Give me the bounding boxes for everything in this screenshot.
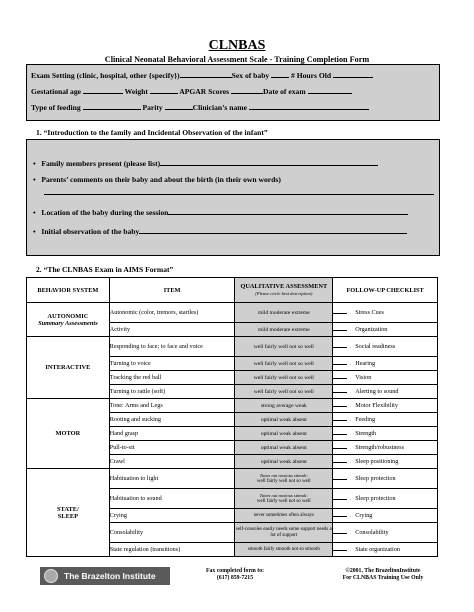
apgar-label: APGAR Scores: [179, 87, 230, 96]
qual-choice[interactable]: mild moderate extreme: [235, 303, 333, 323]
item-cell: Crawl: [109, 455, 235, 469]
followup-label: Stress Cues: [355, 309, 384, 316]
bullet-icon: •: [33, 159, 36, 168]
check-blank[interactable]: [333, 448, 347, 449]
date-field[interactable]: [308, 86, 352, 94]
bullet-icon: •: [33, 175, 36, 184]
table-row: [27, 399, 438, 413]
qual-text: smooth fairly smooth not so smooth: [247, 546, 320, 552]
qual-choice[interactable]: [235, 469, 333, 489]
info-row-2: [31, 86, 352, 96]
qual-choice[interactable]: optimal weak absent: [235, 441, 333, 455]
qual-choice[interactable]: mild moderate extreme: [235, 323, 333, 337]
parents-comments-row: [33, 175, 281, 184]
qual-choice[interactable]: optimal weak absent: [235, 427, 333, 441]
qual-choice[interactable]: optimal weak absent: [235, 413, 333, 427]
followup-item[interactable]: [333, 303, 438, 323]
qual-choice[interactable]: [235, 543, 333, 557]
qual-text: well fairly well not so well: [256, 478, 311, 484]
followup-label: Sleep protection: [355, 495, 396, 502]
followup-item[interactable]: [333, 357, 438, 371]
date-label: Date of exam: [263, 87, 306, 96]
system-state-sleep: [27, 469, 110, 557]
qual-text: self-consoles easily needs some support needs a lot of support: [235, 526, 332, 538]
followup-item[interactable]: [333, 371, 438, 385]
gestational-age-field[interactable]: [83, 86, 123, 94]
system-autonomic: [27, 303, 110, 337]
brazelton-logo: [40, 567, 170, 585]
followup-item[interactable]: [333, 413, 438, 427]
item-cell: State regulation (transitions): [109, 543, 235, 557]
check-blank[interactable]: [333, 364, 347, 365]
info-row-3: [31, 102, 369, 112]
followup-label: State organization: [355, 546, 400, 553]
exam-setting-field[interactable]: [180, 70, 232, 78]
feeding-field[interactable]: [83, 102, 141, 110]
system-sleep-name: SLEEP: [57, 512, 78, 520]
table-row: [27, 469, 438, 489]
followup-label: Sleep protection: [355, 475, 396, 482]
family-members-field[interactable]: [160, 158, 378, 166]
followup-label: Social readiness: [355, 343, 396, 350]
clinician-label: Clinician’s name: [192, 103, 247, 112]
qual-text: well fairly well not so well: [256, 498, 311, 504]
followup-item[interactable]: [333, 323, 438, 337]
initial-observation-label: Initial observation of the baby: [41, 227, 140, 236]
followup-label: Crying: [355, 512, 373, 519]
family-members-label: Family members present (please list): [41, 159, 161, 168]
observation-box: [26, 139, 440, 256]
check-blank[interactable]: [333, 378, 347, 379]
copyright-info: [318, 568, 448, 582]
table-row: [27, 337, 438, 357]
qual-header-note: (Please circle best description): [255, 291, 313, 296]
check-blank[interactable]: [333, 516, 347, 517]
check-blank[interactable]: [333, 550, 347, 551]
qual-choice[interactable]: [235, 523, 333, 543]
check-blank[interactable]: [333, 462, 347, 463]
check-blank[interactable]: [333, 434, 347, 435]
parents-comments-label: Parents’ comments on their baby and about the birth (in their own words): [41, 175, 281, 184]
exam-setting-label: Exam Setting (clinic, hospital, other {specify}): [31, 71, 180, 80]
item-cell: Responding to face; to face and voice: [109, 337, 235, 357]
qual-choice[interactable]: well fairly well not so well: [235, 337, 333, 357]
followup-item[interactable]: [333, 489, 438, 509]
initial-observation-field[interactable]: [139, 226, 407, 234]
qual-choice[interactable]: well fairly well not so well: [235, 357, 333, 371]
section-2-heading: 2. “The CLNBAS Exam in AIMS Format”: [36, 265, 174, 274]
table-header-row: [27, 278, 438, 303]
item-cell: Autonomic (color, tremors, startles): [109, 303, 235, 323]
followup-item[interactable]: [333, 441, 438, 455]
followup-item[interactable]: [333, 509, 438, 523]
initial-observation-row: [33, 226, 407, 236]
parity-label: Parity: [142, 103, 163, 112]
followup-item[interactable]: [333, 455, 438, 469]
assessment-table: [26, 277, 438, 557]
logo-text: The Brazelton Institute: [64, 571, 156, 581]
qual-choice[interactable]: strong average weak: [235, 399, 333, 413]
check-blank[interactable]: [333, 479, 347, 480]
system-interactive: INTERACTIVE: [27, 337, 110, 399]
feeding-label: Type of feeding: [31, 103, 81, 112]
qual-choice[interactable]: [235, 489, 333, 509]
check-blank[interactable]: [333, 347, 347, 348]
header-followup: FOLLOW-UP CHECKLIST: [333, 278, 438, 303]
fax-line-2: (617) 859-7215: [216, 575, 254, 581]
system-autonomic-sub: Summary Assessments: [38, 319, 98, 327]
copyright-line-2: For CLNBAS Training Use Only: [342, 575, 424, 581]
followup-label: Feeding: [355, 416, 376, 423]
followup-label: Alerting to sound: [355, 388, 399, 395]
clinician-field[interactable]: [249, 102, 369, 110]
item-cell: Activity: [109, 323, 235, 337]
item-cell: Consolability: [109, 523, 235, 543]
item-cell: Habituation to light: [109, 469, 235, 489]
form-subtitle: Clinical Neonatal Behavioral Assessment Scale - Training Completion Form: [104, 55, 370, 64]
location-row: [33, 207, 408, 217]
check-blank[interactable]: [333, 406, 347, 407]
parity-field[interactable]: [165, 102, 193, 110]
followup-item[interactable]: [333, 469, 438, 489]
item-cell: Crying: [109, 509, 235, 523]
qual-choice[interactable]: well fairly well not so well: [235, 371, 333, 385]
exam-info-box: [26, 64, 440, 121]
fax-line-1: Fax completed form to:: [205, 568, 265, 574]
system-state-name: STATE/: [56, 505, 79, 513]
check-blank[interactable]: [333, 313, 347, 314]
check-blank[interactable]: [333, 499, 347, 500]
item-cell: Tracking the red ball: [109, 371, 235, 385]
item-cell: Turning to voice: [109, 357, 235, 371]
followup-label: Hearing: [355, 360, 376, 367]
qual-note: Tunes out noxious stimuli:: [259, 492, 308, 498]
table-row: [27, 303, 438, 323]
form-title: CLNBAS: [208, 38, 266, 53]
item-cell: Rooting and sucking: [109, 413, 235, 427]
location-label: Location of the baby during the session: [41, 208, 169, 217]
hours-old-field[interactable]: [333, 70, 373, 78]
followup-item[interactable]: [333, 337, 438, 357]
qual-choice[interactable]: [235, 509, 333, 523]
system-autonomic-name: AUTONOMIC: [47, 312, 89, 320]
family-members-row: [33, 158, 378, 168]
followup-label: Consolability: [355, 529, 389, 536]
item-cell: Pull-to-sit: [109, 441, 235, 455]
bullet-icon: •: [33, 208, 36, 217]
system-motor: MOTOR: [27, 399, 110, 469]
hours-old-label: # Hours Old: [291, 71, 332, 80]
copyright-line-1: ©2001, The BrazeltonInstitute: [345, 568, 421, 574]
check-blank[interactable]: [333, 533, 347, 534]
weight-field[interactable]: [150, 86, 178, 94]
location-field[interactable]: [168, 207, 408, 215]
qual-text: never sometimes often always: [253, 512, 314, 518]
followup-label: Strength/robustness: [355, 444, 404, 451]
qual-note: Tunes out noxious stimuli:: [259, 472, 308, 478]
followup-item[interactable]: [333, 543, 438, 557]
logo-mark-icon: [44, 569, 58, 583]
parents-comments-line[interactable]: [44, 194, 434, 195]
followup-label: Organization: [355, 326, 388, 333]
sex-label: Sex of baby: [231, 71, 270, 80]
followup-label: Strength: [355, 430, 377, 437]
section-1-heading: 1. “Introduction to the family and Incidental Observation of the infant”: [36, 128, 268, 137]
header-item: ITEM: [109, 278, 235, 303]
weight-label: Weight: [124, 87, 148, 96]
item-cell: Tone: Arms and Legs: [109, 399, 235, 413]
followup-item[interactable]: [333, 427, 438, 441]
item-cell: Habituation to sound: [109, 489, 235, 509]
bullet-icon: •: [33, 227, 36, 236]
info-row-1: [31, 70, 373, 80]
header-behavior-system: BEHAVIOR SYSTEM: [27, 278, 110, 303]
sex-field[interactable]: [271, 70, 289, 78]
header-qualitative: [235, 278, 333, 303]
item-cell: Hand grasp: [109, 427, 235, 441]
gestational-age-label: Gestational age: [31, 87, 81, 96]
followup-label: Vision: [355, 374, 372, 381]
apgar-field[interactable]: [231, 86, 263, 94]
qual-choice[interactable]: optimal weak absent: [235, 455, 333, 469]
followup-label: Motor Flexibility: [355, 402, 398, 409]
check-blank[interactable]: [333, 330, 347, 331]
check-blank[interactable]: [333, 392, 347, 393]
followup-label: Sleep positioning: [355, 458, 399, 465]
followup-item[interactable]: [333, 399, 438, 413]
check-blank[interactable]: [333, 420, 347, 421]
item-cell: Turning to rattle (soft): [109, 385, 235, 399]
followup-item[interactable]: [333, 523, 438, 543]
qual-header-text: QUALITATIVE ASSESSMENT: [240, 283, 328, 290]
fax-info: [175, 568, 295, 582]
followup-item[interactable]: [333, 385, 438, 399]
qual-choice[interactable]: well fairly well not so well: [235, 385, 333, 399]
